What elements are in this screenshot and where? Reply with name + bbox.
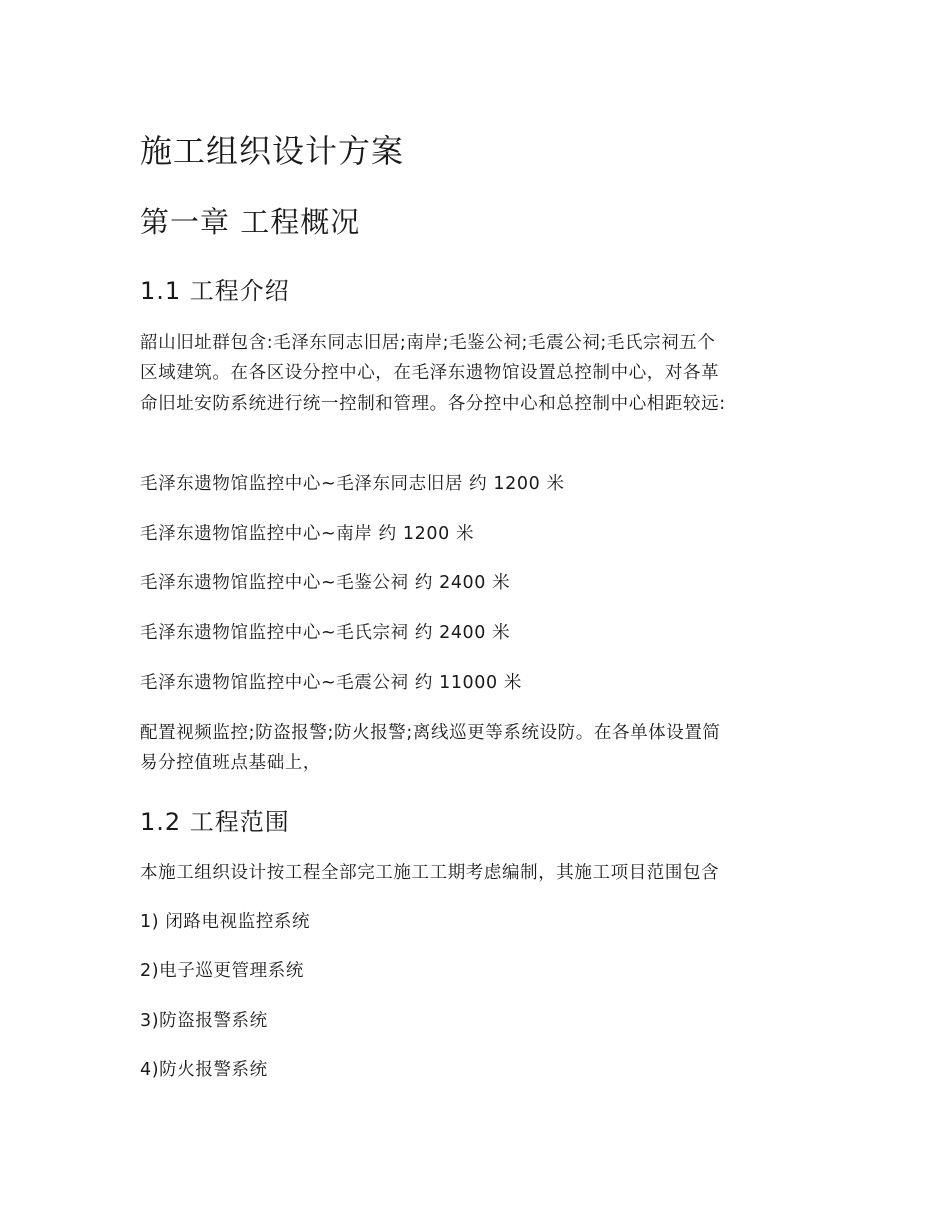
distance-item: 毛泽东遗物馆监控中心~南岸 约 1200 米 — [140, 524, 475, 544]
scope-list-item: 1) 闭路电视监控系统 — [140, 912, 311, 932]
section-heading-1-2: 1.2 工程范围 — [140, 808, 290, 836]
intro-line-3: 命旧址安防系统进行统一控制和管理。各分控中心和总控制中心相距较远: — [140, 394, 726, 414]
distance-item: 毛泽东遗物馆监控中心~毛泽东同志旧居 约 1200 米 — [140, 474, 565, 494]
scope-list-item: 2)电子巡更管理系统 — [140, 961, 304, 981]
scope-list-item: 3)防盗报警系统 — [140, 1011, 268, 1031]
distance-item: 毛泽东遗物馆监控中心~毛震公祠 约 11000 米 — [140, 673, 523, 693]
scope-intro: 本施工组织设计按工程全部完工施工工期考虑编制，其施工项目范围包含 — [140, 863, 720, 883]
intro-line-2: 区域建筑。在各区设分控中心，在毛泽东遗物馆设置总控制中心，对各革 — [140, 363, 720, 383]
document-title: 施工组织设计方案 — [140, 132, 405, 170]
intro-line-1: 韶山旧址群包含:毛泽东同志旧居;南岸;毛鉴公祠;毛震公祠;毛氏宗祠五个 — [140, 333, 716, 353]
config-line-2: 易分控值班点基础上， — [140, 753, 321, 773]
config-line-1: 配置视频监控;防盗报警;防火报警;离线巡更等系统设防。在各单体设置简 — [140, 723, 721, 743]
section-heading-1-1: 1.1 工程介绍 — [140, 277, 290, 305]
distance-item: 毛泽东遗物馆监控中心~毛鉴公祠 约 2400 米 — [140, 573, 511, 593]
scope-list-item: 4)防火报警系统 — [140, 1060, 268, 1080]
chapter-heading: 第一章 工程概况 — [140, 205, 361, 239]
distance-item: 毛泽东遗物馆监控中心~毛氏宗祠 约 2400 米 — [140, 623, 511, 643]
